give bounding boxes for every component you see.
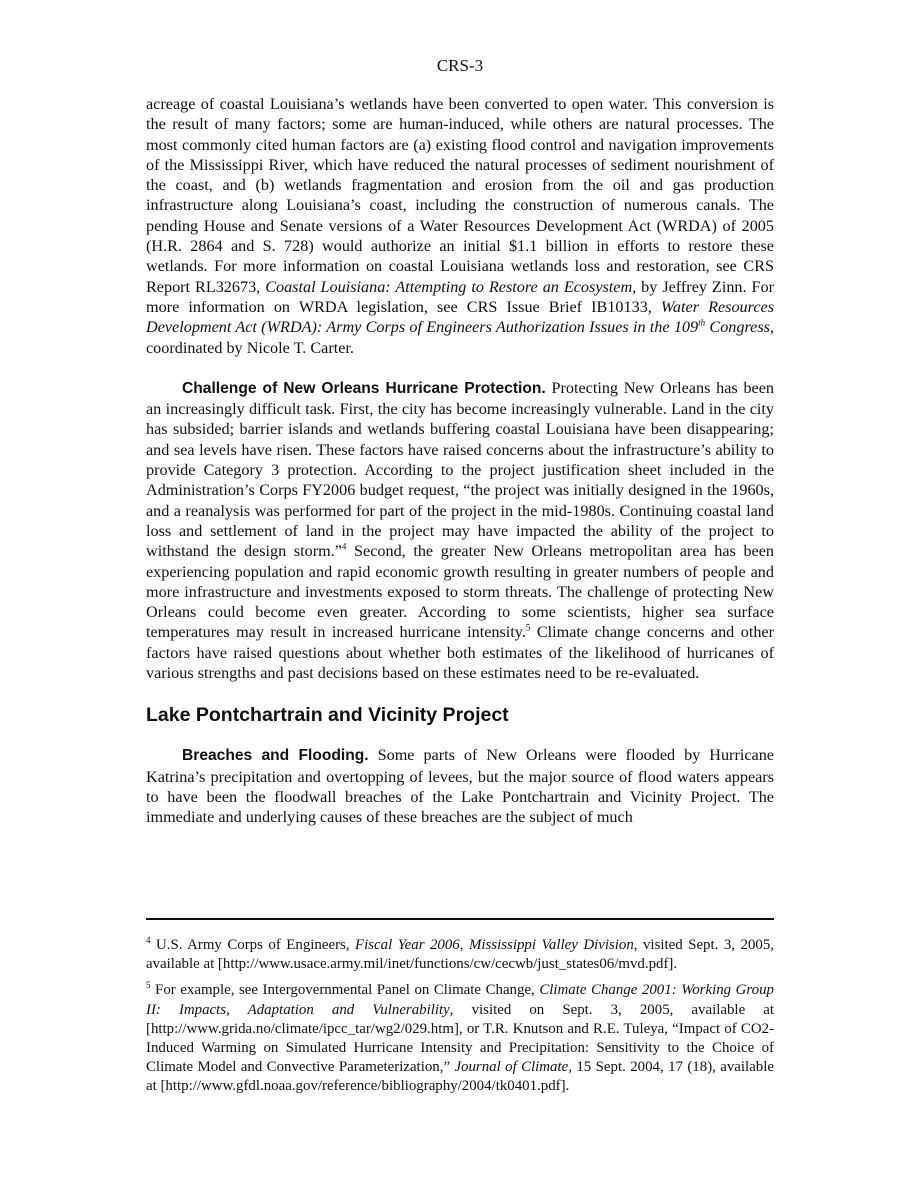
footnote-number: 4 — [146, 935, 151, 946]
run-in-heading: Breaches and Flooding. — [182, 747, 369, 765]
text-run: acreage of coastal Louisiana’s wetlands have been converted to open water. This conversion is the result of many factors; some are human-induced, while others are natural processes. The most commonly cited human factors are (a) existing flood control and navigation improvements of the Mississippi River, which have reduced the natural processes of sediment nourishment of the coast, and (b) wetlands fragmentation and erosion from the oil and gas production infrastructure along Louisiana’s coast, including the construction of numerous canals. The pending House and Senate versions of a Water Resources Development Act (WRDA) of 2005 (H.R. 2864 and S. 728) would authorize an initial $1.1 billion in efforts to restore these wetlands. For more information on coastal Louisiana wetlands loss and restoration, see CRS Report RL32673, — [146, 95, 774, 296]
text-run: by Jeffrey Zinn. For more information on WRDA legislation, see CRS Issue Brief IB10133, — [146, 277, 774, 316]
paragraph-wetlands — [146, 94, 774, 358]
text-run: Climate change concerns and other factors have raised questions about whether both estimates of the likelihood of hurricanes of various strengths and past decisions based on these estimates need to be re-evaluated. — [146, 623, 775, 683]
body-text — [146, 94, 774, 828]
paragraph-hurricane-protection — [146, 378, 774, 683]
document-title: Fiscal Year 2006, Mississippi Valley Division — [355, 937, 634, 953]
text-run: , coordinated by Nicole T. Carter. — [146, 318, 775, 357]
paragraph-breaches — [146, 745, 774, 827]
text-run: , visited Sept. 3, 2005, available at [http://www.usace.army.mil/inet/functions/cw/cecwb/just_states06/mvd.pdf]. — [146, 937, 774, 973]
footnotes — [146, 936, 774, 1104]
footnote-4 — [146, 936, 774, 974]
ordinal-superscript: th — [698, 317, 706, 328]
issue-brief-title: Water Resources Development Act (WRDA): Army Corps of Engineers Authorization Issues in the 109 — [146, 297, 775, 337]
text-run: Protecting New Orleans has been an increasingly difficult task. First, the city has become increasingly vulnerable. Land in the city has subsided; barrier islands and wetlands buffering coastal Louisiana have been disappearing; and sea levels have risen. These factors have raised concerns about the infrastructure’s ability to provide Category 3 protection. According to the project justification sheet included in the Administration’s Corps FY2006 budget request, “the project was initially designed in the 1960s, and a reanalysis was performed for part of the project in the mid-1980s. Continuing coastal land loss and settlement of land in the project may have impacted the ability of the project to withstand the design storm.” — [146, 378, 774, 561]
text-run: , visited on Sept. 3, 2005, available at [http://www.grida.no/climate/ipcc_tar/wg2/029.htm], or T.R. Knutson and R.E. Tuleya, “Impact of CO2-Induced Warming on Simulated Hurricane Intensity and Precipitation: Sensitivity to the Choice of Climate Model and Convective Parameterization,” — [146, 1001, 774, 1076]
issue-brief-title-end: Congress — [705, 318, 770, 337]
run-in-heading: Challenge of New Orleans Hurricane Protection. — [182, 379, 546, 397]
report-title: Coastal Louisiana: Attempting to Restore an Ecosystem, — [265, 277, 637, 296]
footnote-divider — [146, 918, 774, 920]
document-title: Climate Change 2001: Working Group II: Impacts, Adaptation and Vulnerability — [146, 982, 774, 1018]
footnote-number: 5 — [146, 980, 151, 991]
text-run: , 15 Sept. 2004, 17 (18), available at [http://www.gfdl.noaa.gov/reference/bibliography/2004/tk0401.pdf]. — [146, 1059, 774, 1095]
page-number: CRS-3 — [436, 56, 484, 75]
section-heading: Lake Pontchartrain and Vicinity Project — [146, 704, 509, 727]
text-run: Some parts of New Orleans were flooded by Hurricane Katrina’s precipitation and overtopping of levees, but the major source of flood waters appears to have been the floodwall breaches of the Lake Pontchartrain and Vicinity Project. The immediate and underlying causes of these breaches are the subject of much — [146, 746, 774, 827]
footnote-ref-5[interactable]: 5 — [525, 623, 531, 634]
footnote-ref-4[interactable]: 4 — [341, 541, 347, 552]
text-run: Second, the greater New Orleans metropolitan area has been experiencing population and rapid economic growth resulting in greater numbers of people and more infrastructure and investments exposed to storm threats. The challenge of protecting New Orleans could become even greater. According to some scientists, higher sea surface temperatures may result in increased hurricane intensity. — [146, 542, 774, 642]
text-run: U.S. Army Corps of Engineers, — [150, 937, 356, 953]
journal-title: Journal of Climate — [454, 1059, 569, 1076]
text-run: For example, see Intergovernmental Panel on Climate Change, — [150, 982, 540, 999]
footnote-5 — [146, 981, 774, 1096]
